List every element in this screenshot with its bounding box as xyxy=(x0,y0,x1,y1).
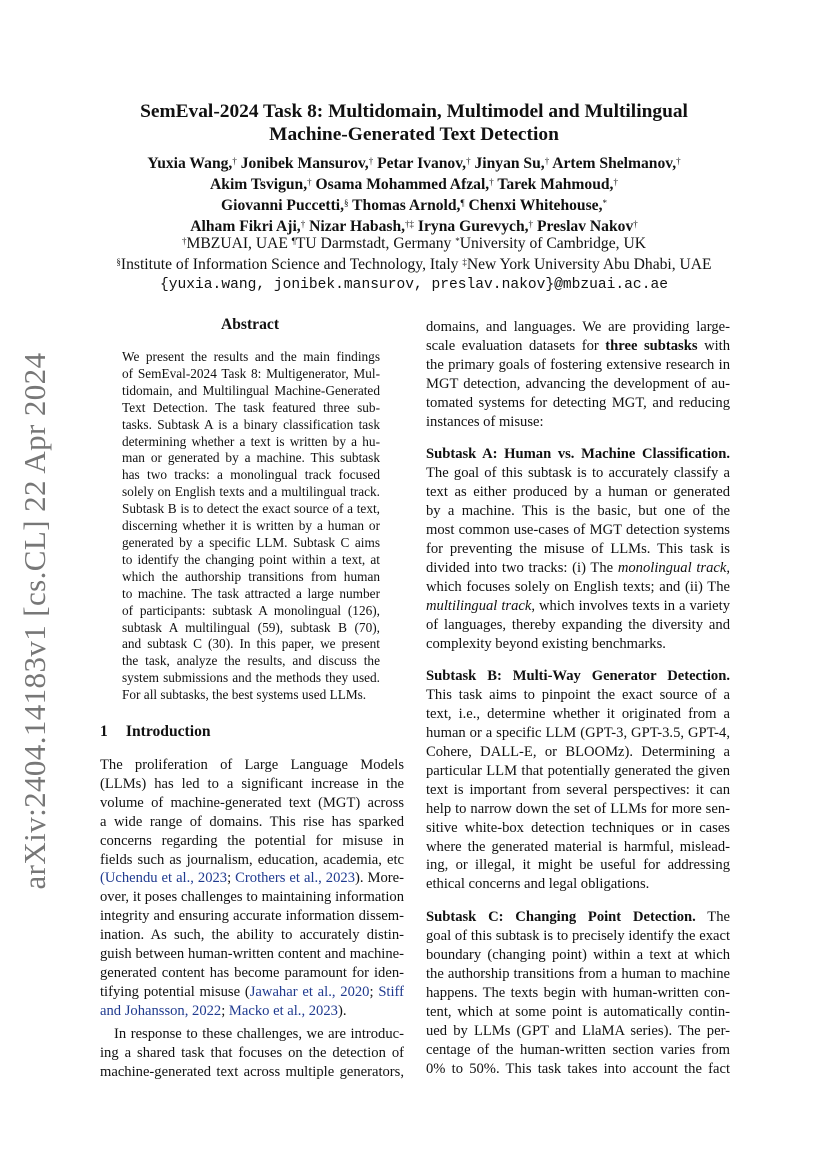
subtask-a-paragraph: Subtask A: Human vs. Machine Classification. The goal of this subtask is to accurately classify a text as either produced by a human or generated by a machine. This is the basic, but one of the most common use-cases of MGT detection systems for preventing the misuse of LLMs. This task is divided into two tracks: (i) The monolingual track, which focuses solely on English texts; and (ii) The multilingual track, which involves texts in a variety of languages, thereby expanding the diversity and complexity beyond existing benchmarks. xyxy=(426,446,730,652)
author-line xyxy=(90,195,738,216)
affiliation-mark: ¶ xyxy=(460,198,465,208)
affiliation-name: New York University Abu Dhabi, UAE xyxy=(466,256,712,273)
affiliation-mark: § xyxy=(116,257,121,267)
affiliation-mark: † xyxy=(300,219,306,229)
abstract-line: has two tracks: a monolingual track focused xyxy=(122,467,380,483)
abstract-line: tidomain, and Multilingual Machine-Generated xyxy=(122,382,380,398)
author-name: Jinyan Su, xyxy=(474,155,545,172)
citation-link[interactable]: Macko et al., 2023 xyxy=(228,1002,338,1019)
abstract-line: of SemEval-2024 Task 8: Multigenerator, Mul- xyxy=(122,365,380,381)
left-column-text xyxy=(100,756,404,1081)
title-line-2: Machine-Generated Text Detection xyxy=(269,124,559,145)
abstract-line: man or generated by a machine. This subtask xyxy=(122,450,380,466)
affiliation-line xyxy=(90,233,738,254)
author-line xyxy=(90,174,738,195)
affiliation-mark: † xyxy=(368,156,374,166)
abstract-line: of participants: subtask A monolingual (126), xyxy=(122,602,380,618)
abstract-line: solely on English texts and a multilingual track. xyxy=(122,484,380,500)
author-name: Tarek Mahmoud, xyxy=(497,176,614,193)
right-column-text xyxy=(426,318,730,1078)
abstract-line: determining whether a text is written by a hu- xyxy=(122,433,380,449)
paper-title xyxy=(100,100,728,146)
abstract-line: For all subtasks, the best systems used LLMs. xyxy=(122,687,367,703)
title-line-1: SemEval-2024 Task 8: Multidomain, Multimodel and Multilingual xyxy=(140,101,688,122)
affiliation-block xyxy=(90,233,738,296)
abstract-line: tasks. Subtask A is a binary classification task xyxy=(122,416,380,432)
abstract-line: We present the results and the main findings xyxy=(122,349,380,364)
affiliation-mark: † xyxy=(307,177,312,187)
section-number: 1 xyxy=(100,723,108,740)
author-name: Osama Mohammed Afzal, xyxy=(315,176,490,193)
affiliation-mark: †‡ xyxy=(405,219,415,229)
affiliation-mark: § xyxy=(344,198,349,208)
abstract-line: which the authorship transitions from human xyxy=(122,568,380,584)
abstract-line: discerning whether it is written by a human or xyxy=(122,518,380,534)
affiliation-mark: † xyxy=(489,177,494,187)
author-name: Yuxia Wang, xyxy=(147,155,233,172)
affiliation-mark: † xyxy=(466,156,471,166)
abstract-body xyxy=(122,349,380,704)
affiliation-mark: † xyxy=(232,156,237,166)
abstract-line: and subtask C (30). In this paper, we present xyxy=(122,636,380,652)
author-name: Nizar Habash, xyxy=(309,218,406,235)
citation-link[interactable]: Crothers et al., 2023 xyxy=(235,870,355,887)
author-name: Preslav Nakov xyxy=(536,218,634,235)
author-name: Artem Shelmanov, xyxy=(552,155,677,172)
affiliation-name: TU Darmstadt, Germany xyxy=(295,235,456,252)
citation-link[interactable]: Jawahar et al., 2020 xyxy=(249,983,370,1000)
affiliation-mark: ‡ xyxy=(462,257,467,267)
abstract-line: Text Detection. The task featured three sub- xyxy=(122,399,380,415)
affiliation-name: University of Cambridge, UK xyxy=(459,235,646,252)
affiliation-mark: † xyxy=(633,219,638,229)
affiliation-name: Institute of Information Science and Technology, Italy xyxy=(120,256,463,273)
subtask-b-paragraph: Subtask B: Multi-Way Generator Detection. This task aims to pinpoint the exact source of a text, i.e., determine whether it originated from a human or a specific LLM (GPT-3, GPT-3.5, GPT-4, Cohere, DALL-E, or BLOOMz). Determining a particular LLM that potentially generated the given text is important from several perspectives: it can help to narrow down the set of LLMs for more sen- sitive white-box detection techniques or in cases where the generated material is harmful, mislead- ing, or illegal, it might be useful for addressing ethical concerns and legal obligations. xyxy=(426,668,730,893)
affiliation-line xyxy=(90,254,738,275)
section-title: Introduction xyxy=(125,723,211,740)
author-name: Alham Fikri Aji, xyxy=(190,218,301,235)
abstract-line: subtask A multilingual (59), subtask B (70), xyxy=(122,619,380,635)
affiliation-name: MBZUAI, UAE xyxy=(186,235,292,252)
arxiv-sidebar xyxy=(14,352,56,890)
author-name: Petar Ivanov, xyxy=(377,155,467,172)
arxiv-identifier: arXiv:2404.14183v1 [cs.CL] 22 Apr 2024 xyxy=(17,352,52,890)
affiliation-mark: * xyxy=(455,236,460,246)
abstract-line: to machine. The task attracted a large number xyxy=(122,585,380,601)
author-line xyxy=(90,153,738,174)
author-name: Chenxi Whitehouse, xyxy=(468,197,603,214)
affiliation-mark: * xyxy=(602,198,607,208)
author-name: Jonibek Mansurov, xyxy=(240,155,369,172)
subtask-c-heading: Subtask C: Changing Point Detection. xyxy=(426,909,696,926)
affiliation-mark: † xyxy=(544,156,550,166)
affiliation-mark: † xyxy=(613,177,618,187)
affiliation-mark: ¶ xyxy=(291,236,296,246)
abstract-line: the task, analyze the results, and discuss the xyxy=(122,653,380,669)
abstract-line: generated by a specific LLM. Subtask C aims xyxy=(122,534,380,550)
author-name: Iryna Gurevych, xyxy=(417,218,529,235)
section-heading-introduction xyxy=(100,723,211,741)
citation-link[interactable]: Stiff xyxy=(378,983,404,1000)
author-list xyxy=(90,153,738,237)
affiliation-mark: † xyxy=(676,156,681,166)
abstract-heading: Abstract xyxy=(220,316,280,333)
citation-link[interactable]: and Johansson, 2022 xyxy=(100,1002,222,1019)
intro-paragraph-1: The proliferation of Large Language Models (LLMs) has led to a significant increase in the volume of machine-generated text (MGT) across a wide range of domains. This rise has sparked concerns regarding the potential for misuse in fields such as journalism, education, academia, etc (Uchendu et al., 2023; Crothers et al., 2023). More- over, it poses challenges to maintaining information integrity and ensuring accurate information dissem- ination. As such, the ability to accurately distin- guish between human-written content and machine- generated content has become paramount for iden- tifying potential misuse (Jawahar et al., 2020; Stiff and Johansson, 2022; Macko et al., 2023). xyxy=(100,757,404,1019)
author-name: Giovanni Puccetti, xyxy=(221,197,345,214)
author-name: Thomas Arnold, xyxy=(352,197,461,214)
citation-link[interactable]: (Uchendu et al., 2023 xyxy=(100,870,228,887)
affiliation-mark: † xyxy=(528,219,534,229)
author-name: Akim Tsvigun, xyxy=(210,176,308,193)
abstract-line: Subtask B is to detect the exact source of a text, xyxy=(122,501,380,517)
affiliation-mark: † xyxy=(182,236,187,246)
subtask-a-heading: Subtask A: Human vs. Machine Classification. xyxy=(426,446,730,463)
subtask-b-heading: Subtask B: Multi-Way Generator Detection. xyxy=(426,668,730,685)
abstract-line: system submissions and the methods they used. xyxy=(122,670,380,686)
intro-paragraph-continued: domains, and languages. We are providing large- scale evaluation datasets for three subtasks with the primary goals of fostering extensive research in MGT detection, advancing the development of au- tomated systems for detecting MGT, and reducing instances of misuse: xyxy=(426,319,731,430)
abstract-line: to identify the changing point within a text, at xyxy=(122,551,380,567)
author-emails: {yuxia.wang, jonibek.mansurov, preslav.nakov}@mbzuai.ac.ae xyxy=(160,277,668,293)
intro-paragraph-2: In response to these challenges, we are introduc- ing a shared task that focuses on the detection of machine-generated text across multiple generators, xyxy=(100,1025,404,1080)
subtask-c-paragraph: Subtask C: Changing Point Detection. The goal of this subtask is to precisely identify the exact boundary (changing point) within a text at which the authorship transitions from a human to machine happens. The texts begin with human-written con- tent, which at some point is automatically contin- ued by LLMs (GPT and LlaMA series). The per- centage of the human-written section varies from 0% to 50%. This task takes into account the fact xyxy=(426,909,730,1077)
